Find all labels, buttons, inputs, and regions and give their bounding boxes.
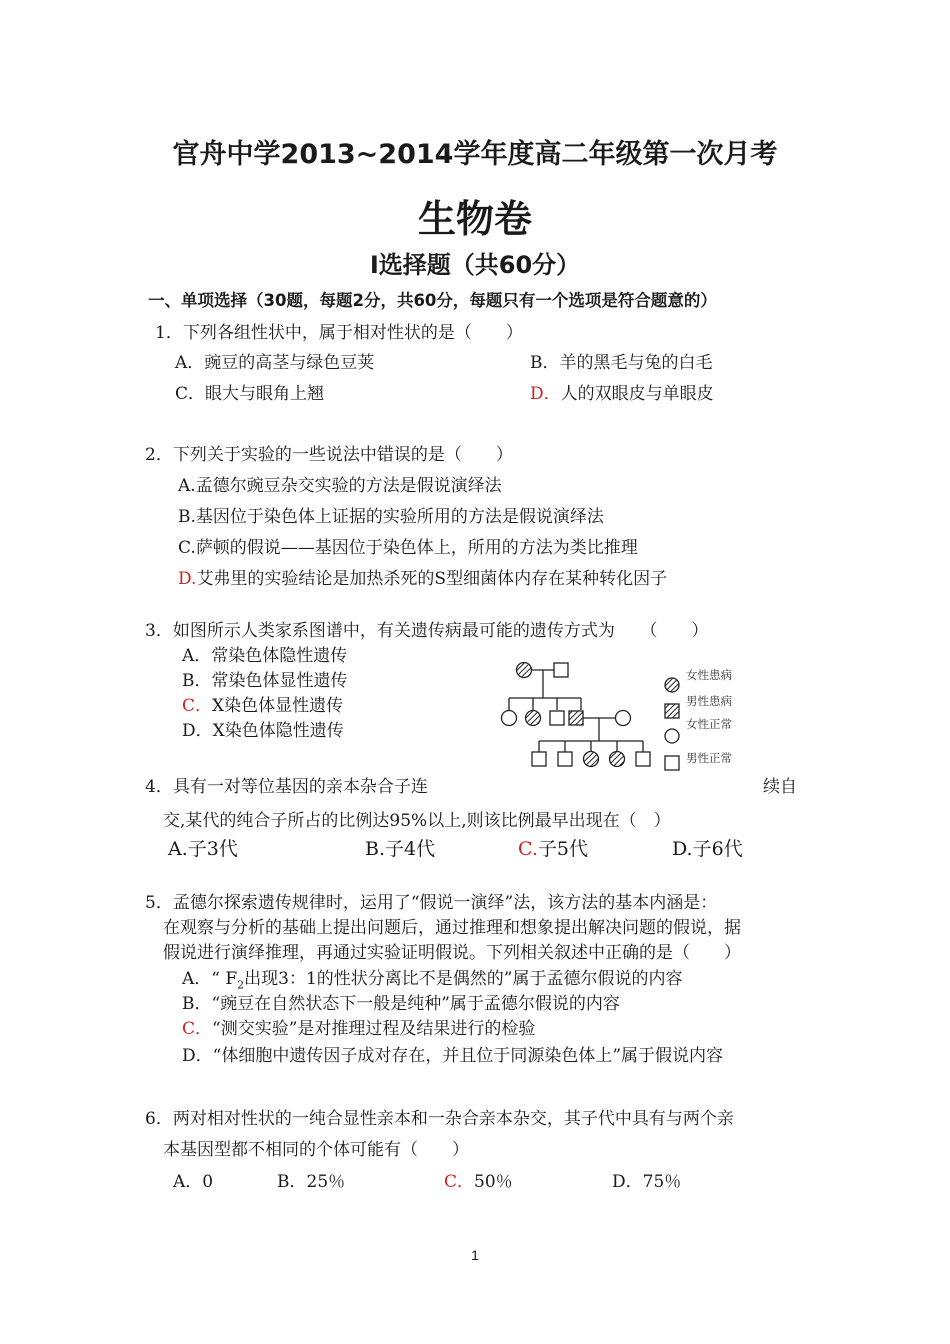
male-normal-icon xyxy=(550,711,564,725)
female-affected-icon xyxy=(517,663,532,678)
subject-title: 生物卷 xyxy=(417,197,532,241)
option-text: 孟德尔豌豆杂交实验的方法是假说演绎法 xyxy=(195,476,502,496)
option-text: 0 xyxy=(202,1172,214,1192)
female-affected-icon xyxy=(584,752,599,767)
option-letter: B． xyxy=(182,671,212,691)
option-letter: B． xyxy=(530,353,560,373)
legend-male-affected-icon xyxy=(664,703,680,719)
question-4-option-b xyxy=(365,834,435,861)
question-2-option-a xyxy=(178,471,502,496)
answer-letter: C． xyxy=(444,1172,475,1192)
option-text: 羊的黑毛与兔的白毛 xyxy=(559,353,713,373)
legend-female-affected-label: 女性患病 xyxy=(686,668,732,682)
option-letter: B． xyxy=(182,994,212,1014)
male-normal-icon xyxy=(532,752,546,766)
legend-male-normal-label: 男性正常 xyxy=(686,751,732,765)
question-4-option-c xyxy=(518,834,588,861)
question-6-stem-line1: 6．两对相对性状的一纯合显性亲本和一杂合亲本杂交，其子代中具有与两个亲 xyxy=(145,1109,734,1129)
female-normal-icon xyxy=(616,711,631,726)
option-text: “体细胞中遗传因子成对存在，并且位于同源染色体上”属于假说内容 xyxy=(212,1046,724,1066)
question-4-stem-part2: 续自 xyxy=(763,777,797,797)
option-letter: D. xyxy=(672,838,693,860)
question-5-stem-line1: 5．孟德尔探索遗传规律时，运用了“假说一演绎”法，该方法的基本内涵是： xyxy=(145,893,718,913)
legend-female-affected-icon xyxy=(663,676,681,694)
answer-letter: D． xyxy=(530,384,561,404)
page-number: 1 xyxy=(471,1247,479,1263)
question-3-option-d xyxy=(182,716,344,741)
question-6-stem-line2: 本基因型都不相同的个体可能有（ ） xyxy=(163,1140,469,1160)
question-1-option-d xyxy=(530,379,714,404)
question-2-stem: 2．下列关于实验的一些说法中错误的是（ ） xyxy=(145,445,513,465)
option-text-post: 出现3：1的性状分离比不是偶然的”属于孟德尔假说的内容 xyxy=(244,969,683,989)
question-4-option-a xyxy=(168,834,238,861)
option-text: 子4代 xyxy=(385,838,436,860)
question-6-option-d xyxy=(612,1167,681,1192)
question-3-option-c xyxy=(182,691,343,716)
question-4-stem-line2: 交,某代的纯合子所占的比例达95%以上,则该比例最早出现在（ ） xyxy=(163,811,671,831)
option-letter: B. xyxy=(178,507,196,527)
part-title: I选择题（共60分） xyxy=(369,251,581,279)
option-letter: B． xyxy=(277,1172,307,1192)
option-text-pre: “ F xyxy=(211,969,238,989)
option-letter: A. xyxy=(168,838,188,860)
option-letter: D． xyxy=(612,1172,643,1192)
option-text: 50％ xyxy=(474,1172,513,1192)
option-text: 75％ xyxy=(642,1172,682,1192)
option-text: 萨顿的假说——基因位于染色体上，所用的方法为类比推理 xyxy=(195,538,638,558)
legend-female-normal-icon xyxy=(663,727,681,745)
section-heading: 一、单项选择（30题，每题2分，共60分，每题只有一个选项是符合题意的） xyxy=(148,291,717,310)
option-text: X染色体隐性遗传 xyxy=(212,721,344,741)
answer-letter: C． xyxy=(182,696,213,716)
option-text: 基因位于染色体上证据的实验所用的方法是假说演绎法 xyxy=(195,507,604,527)
question-3-option-b xyxy=(182,666,348,691)
question-5-option-d xyxy=(182,1041,723,1066)
question-6-option-b xyxy=(277,1167,345,1192)
question-6-option-c xyxy=(444,1167,513,1192)
option-text: 眼大与眼角上翘 xyxy=(205,384,325,404)
option-text: “测交实验”是对推理过程及结果进行的检验 xyxy=(212,1019,536,1039)
female-affected-icon xyxy=(610,752,625,767)
option-letter: A． xyxy=(182,646,212,666)
option-text: 人的双眼皮与单眼皮 xyxy=(560,384,714,404)
male-affected-icon xyxy=(569,711,583,725)
question-1-option-b xyxy=(530,348,713,373)
option-text-sub: 2 xyxy=(237,978,245,992)
question-2-option-c xyxy=(178,533,638,558)
female-normal-icon xyxy=(502,711,517,726)
answer-letter: C. xyxy=(518,838,538,860)
female-affected-icon xyxy=(526,711,541,726)
question-3-option-a xyxy=(182,641,347,666)
option-letter: C． xyxy=(175,384,206,404)
option-letter: A． xyxy=(182,969,212,989)
legend-male-affected-label: 男性患病 xyxy=(686,694,732,708)
option-text: “豌豆在自然状态下一般是纯种”属于孟德尔假说的内容 xyxy=(211,994,620,1014)
option-text: 艾弗里的实验结论是加热杀死的S型细菌体内存在某种转化因子 xyxy=(196,569,668,589)
question-5-stem-line3: 假说进行演绎推理，再通过实验证明假说。下列相关叙述中正确的是（ ） xyxy=(163,943,741,963)
question-4-stem-part1: 4．具有一对等位基因的亲本杂合子连 xyxy=(145,777,428,797)
question-1-stem: 1．下列各组性状中，属于相对性状的是（ ） xyxy=(155,323,523,343)
option-letter: A． xyxy=(175,353,205,373)
question-5-stem-line2: 在观察与分析的基础上提出问题后，通过推理和想象提出解决问题的假说，据 xyxy=(163,918,741,938)
question-1-option-a xyxy=(175,348,374,373)
question-4-option-d xyxy=(672,834,743,861)
option-letter: A． xyxy=(173,1172,203,1192)
option-text: 25％ xyxy=(306,1172,346,1192)
male-normal-icon xyxy=(554,663,568,677)
question-6-option-a xyxy=(173,1167,213,1192)
question-5-option-c xyxy=(182,1014,535,1039)
question-2-option-b xyxy=(178,502,604,527)
option-text: 常染色体显性遗传 xyxy=(211,671,348,691)
exam-title: 官舟中学2013~2014学年度高二年级第一次月考 xyxy=(172,139,778,170)
option-letter: D． xyxy=(182,1046,213,1066)
option-text: 子3代 xyxy=(187,838,238,860)
option-letter: B. xyxy=(365,838,386,860)
option-letter: A. xyxy=(178,476,196,496)
option-text: 子6代 xyxy=(692,838,743,860)
question-5-option-b xyxy=(182,989,620,1014)
question-2-option-d xyxy=(178,564,667,589)
option-letter: C. xyxy=(178,538,196,558)
legend-female-normal-label: 女性正常 xyxy=(686,717,732,731)
question-5-option-a xyxy=(182,964,683,991)
option-letter: D． xyxy=(182,721,213,741)
male-normal-icon xyxy=(636,752,650,766)
answer-letter: D. xyxy=(178,569,197,589)
male-normal-icon xyxy=(558,752,572,766)
legend-male-normal-icon xyxy=(664,755,680,771)
answer-letter: C． xyxy=(182,1019,213,1039)
question-3-stem: 3．如图所示人类家系图谱中，有关遗传病最可能的遗传方式为 （ ） xyxy=(145,621,709,641)
question-1-option-c xyxy=(175,379,324,404)
option-text: X染色体显性遗传 xyxy=(212,696,344,716)
option-text: 子5代 xyxy=(537,838,588,860)
option-text: 常染色体隐性遗传 xyxy=(211,646,348,666)
option-text: 豌豆的高茎与绿色豆荚 xyxy=(204,353,375,373)
